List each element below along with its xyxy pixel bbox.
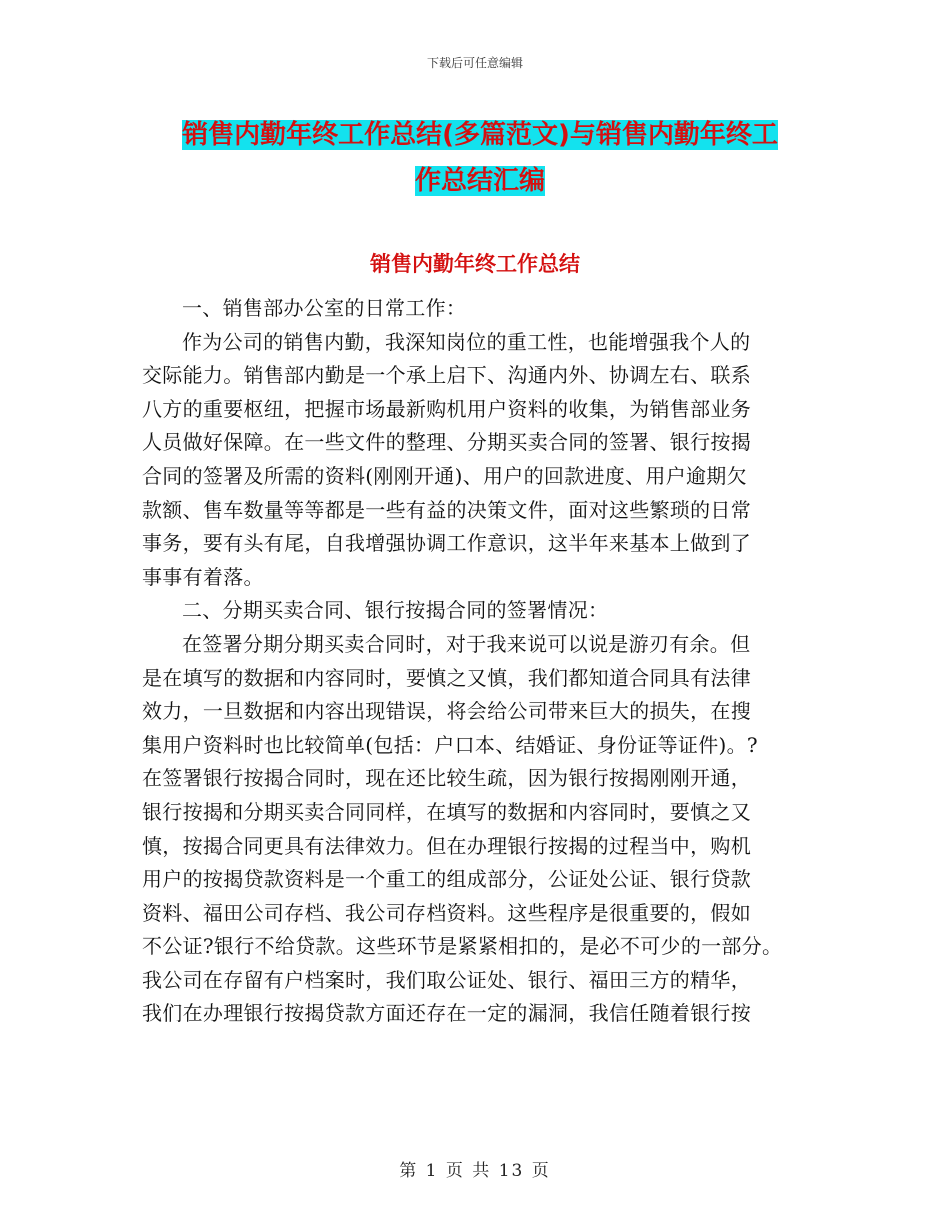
page-footer: 第 1 页 共 13 页 [399, 1161, 551, 1181]
header-note: 下载后可任意编辑 [426, 56, 523, 70]
paragraph: 在签署分期分期买卖合同时，对于我来说可以说是游刃有余。但 是在填写的数据和内容同时，要慎之又慎，我们都知道合同具有法律 效力，一旦数据和内容出现错误，将会给公司带来巨大的损失，在搜 集用户资料时也比较简单(包括：户口本、结婚证、身份证等证件)。? 在签署银行按揭合同时，现在还比较生疏，因为银行按揭刚刚开通， 银行按揭和分期买卖合同同样，在填写的数据和内容同时，要慎之又 慎，按揭合同更具有法律效力。但在办理银行按揭的过程当中，购机 用户的按揭贷款资料是一个重工的组成部分，公证处公证、银行贷款 资料、福田公司存档、我公司存档资料。这些程序是很重要的，假如 不公证?银行不给贷款。这些环节是紧紧相扣的，是必不可少的一部分。 我公司在存留有户档案时，我们取公证处、银行、福田三方的精华， 我们在办理银行按揭贷款方面还存在一定的漏洞，我信任随着银行按 [142, 631, 783, 1026]
body-text [142, 292, 822, 1031]
paragraph-heading-1: 一、销售部办公室的日常工作： [182, 296, 467, 320]
document-title [140, 112, 820, 204]
section-heading: 销售内勤年终工作总结 [370, 252, 580, 276]
document-title-line-1: 销售内勤年终工作总结(多篇范文)与销售内勤年终工 [182, 120, 778, 150]
paragraph-heading-2: 二、分期买卖合同、银行按揭合同的签署情况： [182, 598, 609, 623]
paragraph: 作为公司的销售内勤，我深知岗位的重工性，也能增强我个人的 交际能力。销售部内勤是一个承上启下、沟通内外、协调左右、联系 八方的重要枢纽，把握市场最新购机用户资料的收集，为销售部业务 人员做好保障。在一些文件的整理、分期买卖合同的签署、银行按揭 合同的签署及所需的资料(刚刚开通)、用户的回款进度、用户逾期欠 款额、售车数量等等都是一些有益的决策文件，面对这些繁琐的日常 事务，要有头有尾，自我增强协调工作意识，这半年来基本上做到了 事事有着落。 [142, 329, 751, 589]
document-title-line-2: 作总结汇编 [414, 166, 545, 196]
